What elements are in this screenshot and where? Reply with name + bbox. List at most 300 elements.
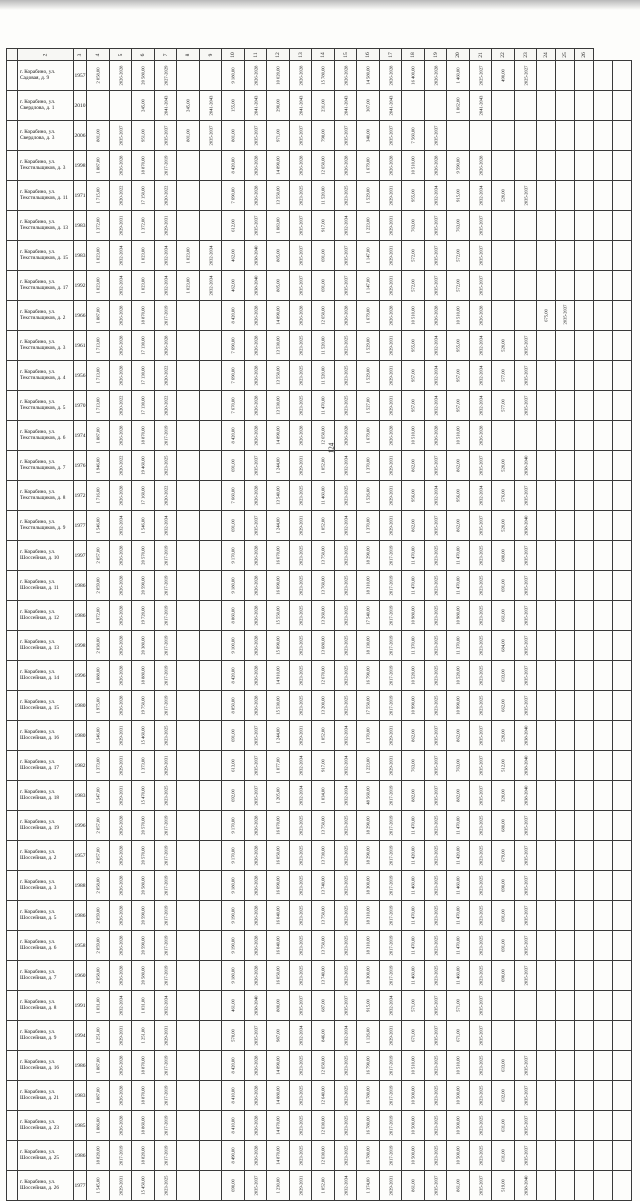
cost-cell <box>222 211 245 241</box>
period-cell <box>289 301 312 331</box>
column-number: 6 <box>139 53 146 56</box>
cost-cell <box>575 571 594 601</box>
period-cell <box>154 121 177 151</box>
building-address: г. Корабино, ул. Шоссейная, д. 5 <box>20 908 57 921</box>
period-value: 2038-2040 <box>522 1175 528 1196</box>
cost-value: 675,00 <box>543 309 549 322</box>
period-cell <box>289 271 312 301</box>
cost-value: 13 540,00 <box>275 486 281 505</box>
period-cell <box>424 391 447 421</box>
cost-cell <box>87 871 110 901</box>
cost-cell <box>357 181 380 211</box>
period-cell <box>109 271 132 301</box>
cost-cell <box>447 871 470 901</box>
cost-cell <box>492 1051 515 1081</box>
page-number: 124 <box>327 442 336 454</box>
cost-cell <box>267 91 290 121</box>
row-number-cell <box>7 361 18 391</box>
period-value: 2023-2025 <box>477 545 483 566</box>
period-cell <box>199 331 222 361</box>
cost-value: 10 510,00 <box>455 426 461 445</box>
period-cell <box>334 181 357 211</box>
cost-value: 763,00 <box>410 219 416 232</box>
period-value: 2026-2028 <box>477 155 483 176</box>
column-number-cell <box>18 49 74 61</box>
cost-value: 862,00 <box>410 459 416 472</box>
building-address: г. Корабино, ул. Текстильщиков, д. 3 <box>20 158 66 171</box>
cost-cell <box>357 91 380 121</box>
cost-cell <box>177 241 200 271</box>
cost-cell <box>613 361 632 391</box>
period-cell <box>244 1171 267 1201</box>
cost-cell <box>87 421 110 451</box>
period-value: 2017-2019 <box>162 1055 168 1076</box>
cost-cell <box>177 211 200 241</box>
cost-value: 11 470,00 <box>320 396 326 415</box>
cost-value: 17 160,00 <box>140 486 146 505</box>
building-address: г. Корабино, ул. Шоссейная, д. 2 <box>20 848 57 861</box>
column-number: 25 <box>562 51 568 58</box>
cost-cell <box>177 61 200 91</box>
period-cell <box>514 991 537 1021</box>
cost-cell <box>267 481 290 511</box>
year-cell <box>74 121 87 151</box>
cost-value: 680,00 <box>500 819 506 832</box>
cost-cell <box>613 61 632 91</box>
period-cell <box>556 601 575 631</box>
period-cell <box>379 1051 402 1081</box>
period-value: 2029-2031 <box>387 725 393 746</box>
cost-cell <box>177 541 200 571</box>
cost-value: 12 650,00 <box>320 156 326 175</box>
cost-value: 956,00 <box>410 489 416 502</box>
cost-cell <box>87 961 110 991</box>
cost-cell <box>613 331 632 361</box>
cost-value: 14 580,00 <box>365 66 371 85</box>
cost-value: 11 520,00 <box>320 186 326 205</box>
cost-value: 1 230,00 <box>275 1177 281 1194</box>
period-cell <box>469 421 492 451</box>
cost-value: 1 023,00 <box>140 277 146 294</box>
cost-value: 1 529,00 <box>365 337 371 354</box>
cost-cell <box>402 361 425 391</box>
period-cell <box>334 811 357 841</box>
cost-value: 1 972,00 <box>95 607 101 624</box>
period-value: 2017-2019 <box>387 695 393 716</box>
year-cell <box>74 1081 87 1111</box>
row-number-cell <box>7 631 18 661</box>
cost-cell <box>222 541 245 571</box>
period-value: 2026-2028 <box>252 65 258 86</box>
period-cell <box>244 721 267 751</box>
cost-cell <box>575 1111 594 1141</box>
cost-cell <box>447 631 470 661</box>
period-value: 2026-2028 <box>252 695 258 716</box>
period-cell <box>469 241 492 271</box>
period-value: 2029-2031 <box>297 455 303 476</box>
building-address: г. Корабино, ул. Текстильщиков, д. 2 <box>20 308 66 321</box>
cost-cell <box>267 391 290 421</box>
period-value: 2023-2025 <box>477 935 483 956</box>
period-value: 2035-2037 <box>342 995 348 1016</box>
year-cell <box>74 301 87 331</box>
address-cell <box>18 901 74 931</box>
column-number-cell <box>556 49 575 61</box>
building-address: г. Корабино, ул. Текстильщиков, д. 8 <box>20 488 66 501</box>
cost-value: 578,00 <box>230 1029 236 1042</box>
period-value: 2026-2028 <box>387 305 393 326</box>
period-cell <box>109 541 132 571</box>
cost-value: 632,00 <box>500 1089 506 1102</box>
cost-value: 1 244,00 <box>275 727 281 744</box>
period-cell <box>594 811 613 841</box>
row-number-cell <box>7 271 18 301</box>
cost-cell <box>402 181 425 211</box>
period-value: 2035-2037 <box>432 785 438 806</box>
cost-cell <box>447 241 470 271</box>
column-number-cell <box>537 49 556 61</box>
cost-value: 576,00 <box>500 489 506 502</box>
cost-value: 2 057,00 <box>95 547 101 564</box>
cost-cell <box>357 751 380 781</box>
period-value: 2029-2031 <box>387 515 393 536</box>
cost-value: 12 650,00 <box>320 306 326 325</box>
period-cell <box>334 691 357 721</box>
period-value: 2035-2037 <box>477 455 483 476</box>
period-cell <box>556 331 575 361</box>
period-value: 2029-2031 <box>387 335 393 356</box>
period-value: 2026-2028 <box>252 155 258 176</box>
period-cell <box>469 391 492 421</box>
period-value: 2017-2019 <box>162 155 168 176</box>
period-cell <box>424 1081 447 1111</box>
period-cell <box>334 91 357 121</box>
year-cell <box>74 961 87 991</box>
building-address: г. Корабино, ул. Текстильщиков, д. 15 <box>20 248 69 261</box>
period-value: 2035-2037 <box>432 725 438 746</box>
cost-value: 10 520,00 <box>455 666 461 685</box>
cost-value: 11 460,00 <box>410 876 416 895</box>
period-cell <box>514 331 537 361</box>
period-value: 2032-2034 <box>117 245 123 266</box>
period-cell <box>514 241 537 271</box>
building-address: г. Корабино, ул. Шоссейная, д. 9 <box>20 1028 57 1041</box>
period-cell <box>379 931 402 961</box>
cost-cell <box>177 421 200 451</box>
cost-cell <box>312 241 335 271</box>
cost-cell <box>613 871 632 901</box>
cost-value: 1 147,00 <box>365 277 371 294</box>
address-cell <box>18 511 74 541</box>
period-cell <box>469 931 492 961</box>
period-value: 2041-2043 <box>252 95 258 116</box>
cost-cell <box>177 121 200 151</box>
cost-cell <box>537 841 556 871</box>
cost-value: 1 679,00 <box>365 157 371 174</box>
period-cell <box>244 1081 267 1111</box>
cost-value: 11 470,00 <box>455 546 461 565</box>
cost-cell <box>575 691 594 721</box>
period-value: 2035-2037 <box>477 755 483 776</box>
cost-cell <box>222 781 245 811</box>
period-value: 2017-2019 <box>162 665 168 686</box>
address-cell <box>18 691 74 721</box>
period-cell <box>289 601 312 631</box>
cost-cell <box>613 841 632 871</box>
period-value: 2035-2037 <box>477 215 483 236</box>
cost-value: 15 890,00 <box>275 636 281 655</box>
period-cell <box>244 601 267 631</box>
cost-value: 15 530,00 <box>275 696 281 715</box>
period-cell <box>334 121 357 151</box>
row-number-cell <box>7 481 18 511</box>
period-value: 2035-2037 <box>297 995 303 1016</box>
cost-cell <box>267 451 290 481</box>
period-value: 2035-2037 <box>432 125 438 146</box>
period-cell <box>244 91 267 121</box>
cost-value: 13 680,00 <box>320 636 326 655</box>
register-table-wrap <box>6 48 632 1196</box>
cost-cell <box>312 421 335 451</box>
period-value: 2032-2034 <box>342 515 348 536</box>
cost-value: 48 560,00 <box>365 786 371 805</box>
period-cell <box>154 151 177 181</box>
cost-value: 684,00 <box>500 639 506 652</box>
cost-cell <box>132 841 155 871</box>
period-cell <box>109 631 132 661</box>
cost-value: 15 780,00 <box>320 66 326 85</box>
cost-value: 11 470,00 <box>455 936 461 955</box>
period-cell <box>556 811 575 841</box>
address-cell <box>18 571 74 601</box>
period-cell <box>154 241 177 271</box>
period-value: 2026-2028 <box>252 845 258 866</box>
cost-cell <box>267 661 290 691</box>
period-value: 2017-2019 <box>387 905 393 926</box>
construction-year: 1998 <box>74 642 86 649</box>
period-cell <box>514 301 537 331</box>
period-value: 2023-2025 <box>297 335 303 356</box>
period-value: 2023-2025 <box>477 845 483 866</box>
cost-cell <box>177 751 200 781</box>
construction-year: 1957 <box>74 72 86 79</box>
cost-value: 20 580,00 <box>140 66 146 85</box>
period-cell <box>379 151 402 181</box>
construction-year: 1996 <box>74 822 86 829</box>
column-number-cell <box>289 49 312 61</box>
cost-value: 1 887,00 <box>95 1087 101 1104</box>
cost-value: 1 373,00 <box>95 757 101 774</box>
period-cell <box>334 1081 357 1111</box>
cost-value: 572,00 <box>455 249 461 262</box>
period-value: 2023-2025 <box>432 1055 438 1076</box>
cost-value: 1 713,00 <box>95 337 101 354</box>
period-cell <box>594 871 613 901</box>
row-number-cell <box>7 1171 18 1201</box>
address-cell <box>18 301 74 331</box>
period-cell <box>154 901 177 931</box>
period-cell <box>594 391 613 421</box>
cost-cell <box>357 1051 380 1081</box>
cost-cell <box>177 781 200 811</box>
column-number-cell <box>379 49 402 61</box>
period-cell <box>556 361 575 391</box>
row-number-cell <box>7 451 18 481</box>
period-value: 2029-2031 <box>117 1025 123 1046</box>
column-number: 7 <box>162 53 169 56</box>
cost-value: 1 546,00 <box>95 517 101 534</box>
period-value: 2023-2025 <box>477 905 483 926</box>
period-cell <box>379 661 402 691</box>
period-cell <box>594 211 613 241</box>
period-cell <box>424 721 447 751</box>
period-value: 2020-2022 <box>117 185 123 206</box>
period-cell <box>514 511 537 541</box>
cost-value: 1 126,00 <box>365 1027 371 1044</box>
cost-value: 1 223,00 <box>365 757 371 774</box>
cost-cell <box>492 91 515 121</box>
period-cell <box>154 391 177 421</box>
period-cell <box>199 871 222 901</box>
period-cell <box>594 481 613 511</box>
cost-cell <box>312 1051 335 1081</box>
period-cell <box>594 1111 613 1141</box>
cost-cell <box>447 1141 470 1171</box>
address-cell <box>18 631 74 661</box>
cost-value: 18 290,00 <box>365 846 371 865</box>
cost-cell <box>447 961 470 991</box>
column-number-cell <box>222 49 245 61</box>
cost-cell <box>613 601 632 631</box>
period-cell <box>109 151 132 181</box>
cost-value: 1 373,00 <box>140 757 146 774</box>
cost-value: 245,00 <box>185 99 191 112</box>
period-value: 2029-2031 <box>297 1175 303 1196</box>
cost-cell <box>132 991 155 1021</box>
cost-cell <box>177 691 200 721</box>
cost-cell <box>87 811 110 841</box>
cost-cell <box>312 61 335 91</box>
cost-cell <box>312 751 335 781</box>
period-value: 2026-2028 <box>252 905 258 926</box>
period-value: 2032-2034 <box>162 275 168 296</box>
period-cell <box>109 871 132 901</box>
cost-value: 12 640,00 <box>320 1086 326 1105</box>
period-value: 2035-2037 <box>477 725 483 746</box>
cost-cell <box>575 601 594 631</box>
period-value: 2023-2025 <box>477 1115 483 1136</box>
period-value: 2038-2040 <box>252 995 258 1016</box>
period-cell <box>244 811 267 841</box>
construction-year: 1957 <box>74 852 86 859</box>
period-value: 2032-2034 <box>162 245 168 266</box>
cost-value: 512,00 <box>500 759 506 772</box>
cost-cell <box>537 661 556 691</box>
column-number: 21 <box>477 51 484 58</box>
period-value: 2035-2037 <box>522 1145 528 1166</box>
construction-year: 1972 <box>74 492 86 499</box>
building-address: г. Корабино, ул. Текстильщиков, д. 11 <box>20 188 68 201</box>
period-cell <box>334 241 357 271</box>
column-number-cell <box>132 49 155 61</box>
cost-value: 917,00 <box>320 759 326 772</box>
period-value: 2035-2037 <box>117 125 123 146</box>
period-value: 2035-2037 <box>432 515 438 536</box>
cost-cell <box>357 661 380 691</box>
cost-cell <box>312 931 335 961</box>
period-cell <box>334 361 357 391</box>
period-value: 2035-2037 <box>477 1175 483 1196</box>
cost-value: 11 520,00 <box>320 336 326 355</box>
cost-value: 19 460,00 <box>140 456 146 475</box>
period-cell <box>289 841 312 871</box>
cost-value: 10 500,00 <box>410 1086 416 1105</box>
cost-cell <box>575 991 594 1021</box>
cost-cell <box>447 271 470 301</box>
cost-value: 687,00 <box>320 999 326 1012</box>
cost-cell <box>613 661 632 691</box>
cost-cell <box>447 511 470 541</box>
period-value: 2023-2025 <box>297 905 303 926</box>
cost-cell <box>177 1051 200 1081</box>
year-cell <box>74 991 87 1021</box>
period-value: 2023-2025 <box>342 575 348 596</box>
cost-cell <box>132 481 155 511</box>
period-cell <box>514 61 537 91</box>
period-value: 2038-2040 <box>522 455 528 476</box>
period-cell <box>424 871 447 901</box>
cost-cell <box>447 1051 470 1081</box>
row-number-cell <box>7 871 18 901</box>
period-cell <box>244 991 267 1021</box>
cost-cell <box>492 1171 515 1201</box>
column-number-cell <box>87 49 110 61</box>
cost-value: 1 031,00 <box>95 997 101 1014</box>
cost-cell <box>357 901 380 931</box>
cost-cell <box>87 391 110 421</box>
cost-cell <box>537 991 556 1021</box>
period-value: 2023-2025 <box>162 785 168 806</box>
cost-cell <box>357 271 380 301</box>
period-value: 2023-2025 <box>297 965 303 986</box>
cost-cell <box>447 91 470 121</box>
column-number: 2 <box>42 53 49 56</box>
period-cell <box>334 871 357 901</box>
address-cell <box>18 1021 74 1051</box>
cost-cell <box>402 331 425 361</box>
cost-cell <box>402 1081 425 1111</box>
cost-value: 691,00 <box>230 459 236 472</box>
period-cell <box>514 451 537 481</box>
period-cell <box>334 541 357 571</box>
period-cell <box>379 1171 402 1201</box>
cost-cell <box>357 1111 380 1141</box>
cost-cell <box>222 1051 245 1081</box>
period-cell <box>154 331 177 361</box>
cost-value: 1 062,00 <box>455 97 461 114</box>
cost-cell <box>267 181 290 211</box>
period-cell <box>469 721 492 751</box>
period-value: 2025-2027 <box>477 65 483 86</box>
cost-cell <box>537 1141 556 1171</box>
cost-value: 10 990,00 <box>455 696 461 715</box>
period-value: 2035-2037 <box>432 215 438 236</box>
cost-value: 20 570,00 <box>140 816 146 835</box>
table-row <box>7 721 632 751</box>
period-cell <box>289 1051 312 1081</box>
construction-year: 1986 <box>74 912 86 919</box>
column-number-cell <box>447 49 470 61</box>
